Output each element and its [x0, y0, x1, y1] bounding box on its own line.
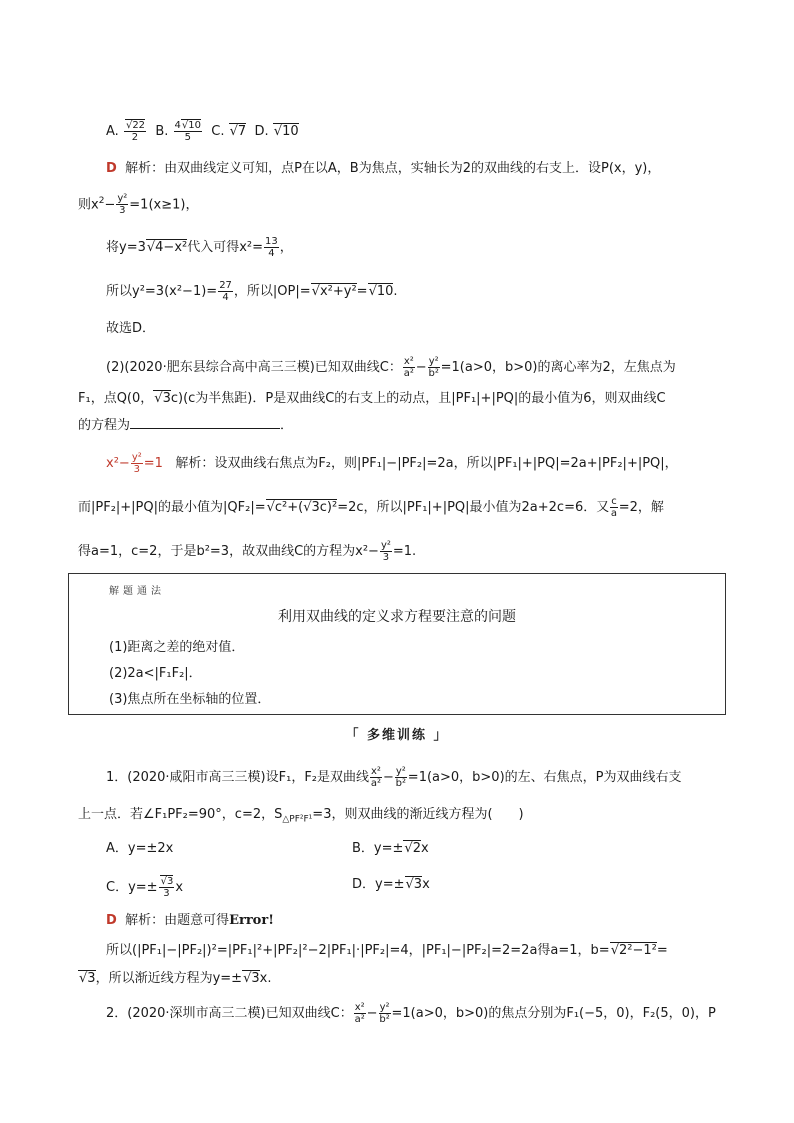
answer-equation: x²− $\frac{\text{y²}}{3}$ =1 [106, 452, 163, 475]
solution-2-line-2: 而|PF₂|+|PQ|的最小值为|QF₂|=√ c²+(√3c)²=2c，所以|PF₁|+|PQ|最小值为2a+2c=6．又 $\frac{c}{a}$ =2，解 [78, 496, 664, 519]
solution-1-line-3: 将y=3√ 4−x²代入可得x²= $\frac{13}{4}$ ， [106, 236, 293, 259]
solution-1-line-4: 所以y²=3(x²−1)= $\frac{27}{4}$ ，所以|OP|=√ x²+y²=√ 10. [106, 280, 398, 303]
option-a-label: A. [106, 124, 119, 139]
option-d-value: √ 10 [273, 123, 299, 139]
problem-1-option-b: B．y=±√ 2x [352, 840, 429, 858]
option-c-label: C. [211, 124, 225, 139]
solution-3-line-2: 所以(|PF₁|−|PF₂|)²=|PF₁|²+|PF₂|²−2|PF₁|·|PF₂|=4，|PF₁|−|PF₂|=2=2a得a=1，b=√ 2²−1²= [106, 942, 668, 960]
problem-1-option-a: A．y=±2x [106, 841, 174, 856]
answer-letter: D [106, 161, 117, 176]
solution-1-line-2: 则$x^2-$ $\frac{\text{y²}}{3}$ =1(x≥1)， [78, 193, 199, 217]
section-title: 「 多维训练 」 [345, 728, 449, 743]
question-2-line-2: F₁，点Q(0，√ 3c)(c为半焦距)．P是双曲线C的右支上的动点，且|PF₁|+|PQ|的最小值为6，则双曲线C [78, 390, 666, 408]
answer-letter: D [106, 913, 117, 928]
problem-1-line-2: 上一点．若∠F₁PF₂=90°，c=2，$S_{\triangle PF^2F^1}=3$，则双曲线的渐近线方程为( ) [78, 807, 524, 825]
box-item-3: (3)焦点所在坐标轴的位置． [109, 692, 271, 707]
option-d-label: D. [254, 124, 269, 139]
question-2-line-1: (2)(2020·肥东县综合高中高三三模)已知双曲线C： $\frac{\text{x²}}{\text{a²}}$ − $\frac{\text{y²}}{\text{b²}}$ =1(a>0，b>0)的离心率为2，左焦点为 [106, 356, 676, 379]
solution-1-line-5: 故选D． [106, 321, 156, 336]
problem-1-option-d: D．y=±√ 3x [352, 876, 430, 894]
option-b-label: B. [155, 124, 169, 139]
options-line [106, 120, 299, 143]
box-title: 利用双曲线的定义求方程要注意的问题 [278, 609, 516, 625]
problem-1-line-1: 1．(2020·咸阳市高三三模)设F₁，F₂是双曲线 $\frac{\text{x²}}{\text{a²}}$ − $\frac{\text{y²}}{\text{b²}}$ =1(a>0，b>0)的左、右焦点，P为双曲线右支 [106, 766, 682, 789]
question-2-line-3: 的方程为 ． [78, 418, 294, 433]
box-tag: 解题通法 [109, 586, 165, 597]
box-item-1: (1)距离之差的绝对值． [109, 640, 245, 655]
solution-2-line-3: 得a=1，c=2，于是b²=3，故双曲线C的方程为x²− $\frac{\text{y²}}{3}$ =1. [78, 540, 417, 563]
option-c-value: √ 7 [229, 123, 247, 139]
option-a-fraction: √ $\frac{22}{2}$ [124, 120, 146, 143]
solution-1-line-1: D 解析：由双曲线定义可知，点P在以A，B为焦点，实轴长为2的双曲线的右支上．设P(x，y)， [106, 161, 661, 176]
solution-3-line-3: √ 3，所以渐近线方程为y=±√ 3x. [78, 970, 271, 988]
method-box [68, 573, 726, 715]
option-b-fraction: $\frac{4√ 10}{5}$ [174, 120, 202, 143]
problem-2-line-1: 2．(2020·深圳市高三二模)已知双曲线C： $\frac{\text{x²}}{\text{a²}}$ − $\frac{\text{y²}}{\text{b²}}$ =1(a>0，b>0)的焦点分别为F₁(−5，0)，F₂(5，0)，P [106, 1002, 716, 1025]
box-item-2: (2)2a<|F₁F₂|． [109, 666, 202, 681]
problem-1-option-c: C．y=± √ $\frac{3}{3}$ x [106, 876, 183, 899]
solution-2-line-1: x²− $\frac{\text{y²}}{3}$ =1 解析：设双曲线右焦点为F₂，则|PF₁|−|PF₂|=2a，所以|PF₁|+|PQ|=2a+|PF₂|+|PQ|， [106, 452, 678, 475]
answer-blank [130, 416, 280, 429]
solution-3-line-1: D 解析：由题意可得Error! [106, 913, 274, 928]
